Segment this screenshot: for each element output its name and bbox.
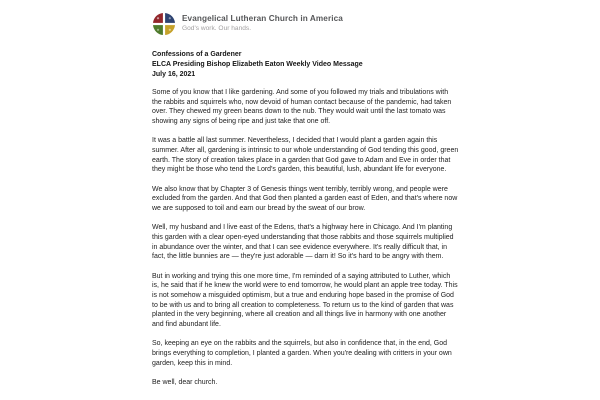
paragraph: So, keeping an eye on the rabbits and the squirrels, but also in confidence that, in the end, God brings everything to completion, I planted a garden. When you're dealing with critters in your own garden, keep this in mind.	[152, 340, 452, 367]
closing-line: Be well, dear church.	[152, 378, 218, 386]
paragraph: We also know that by Chapter 3 of Genesis things went terribly, terribly wrong, and people were excluded from the garden. And that God then planted a garden east of Eden, and that's where now we are supposed to toil and earn our bread by the sweat of our brow.	[152, 185, 458, 213]
paragraph: Some of you know that I like gardening. And some of you followed my trials and tribulations with the rabbits and squirrels who, now devoid of human contact because of the pandemic, had taken over. They chewed my green beans down to the nub. They would wait until the last tomato was showing any signs of being ripe and just take that one off.	[152, 89, 452, 126]
document-title: Confessions of a Gardener	[152, 51, 242, 58]
org-name: Evangelical Lutheran Church in America	[182, 14, 343, 23]
org-tagline: God's work. Our hands.	[182, 25, 252, 32]
document-subtitle: ELCA Presiding Bishop Elizabeth Eaton Weekly Video Message	[152, 61, 363, 68]
paragraph: Well, my husband and I live east of the Edens, that's a highway here in Chicago. And I'm planting this garden with a clear open-eyed understanding that those rabbits and those squirrels multiplied in abundance over the winter, and that I can see evidence everywhere. It's really difficult that, in fact, the little bunnies are — they're just adorable — darn it! So it's hard to be angry with them.	[152, 224, 454, 261]
paragraph: But in working and trying this one more time, I'm reminded of a saying attributed to Luther, which is, he said that if he knew the world were to end tomorrow, he would plant an apple tree today. This is not somehow a misguided optimism, but a true and enduring hope based in the promise of God to be with us and to bring all creation to completeness. To return us to the kind of garden that was planted in the very beginning, where all creation and all things live in harmony with one another and find abundant life.	[152, 272, 458, 329]
brand-text	[182, 12, 343, 33]
brand-header	[152, 12, 459, 37]
elca-logo-icon	[152, 12, 176, 37]
document-body	[152, 88, 459, 388]
title-block	[152, 50, 459, 80]
document-page	[152, 12, 459, 397]
document-date: July 16, 2021	[152, 71, 196, 78]
paragraph: It was a battle all last summer. Nevertheless, I decided that I would plant a garden again this summer. After all, gardening is intrinsic to our whole understanding of God tending this good, green earth. The story of creation takes place in a garden that God gave to Adam and Eve in order that they might be those who tend the Lord's garden, this beautiful, lush, abundant life for everyone.	[152, 137, 459, 174]
